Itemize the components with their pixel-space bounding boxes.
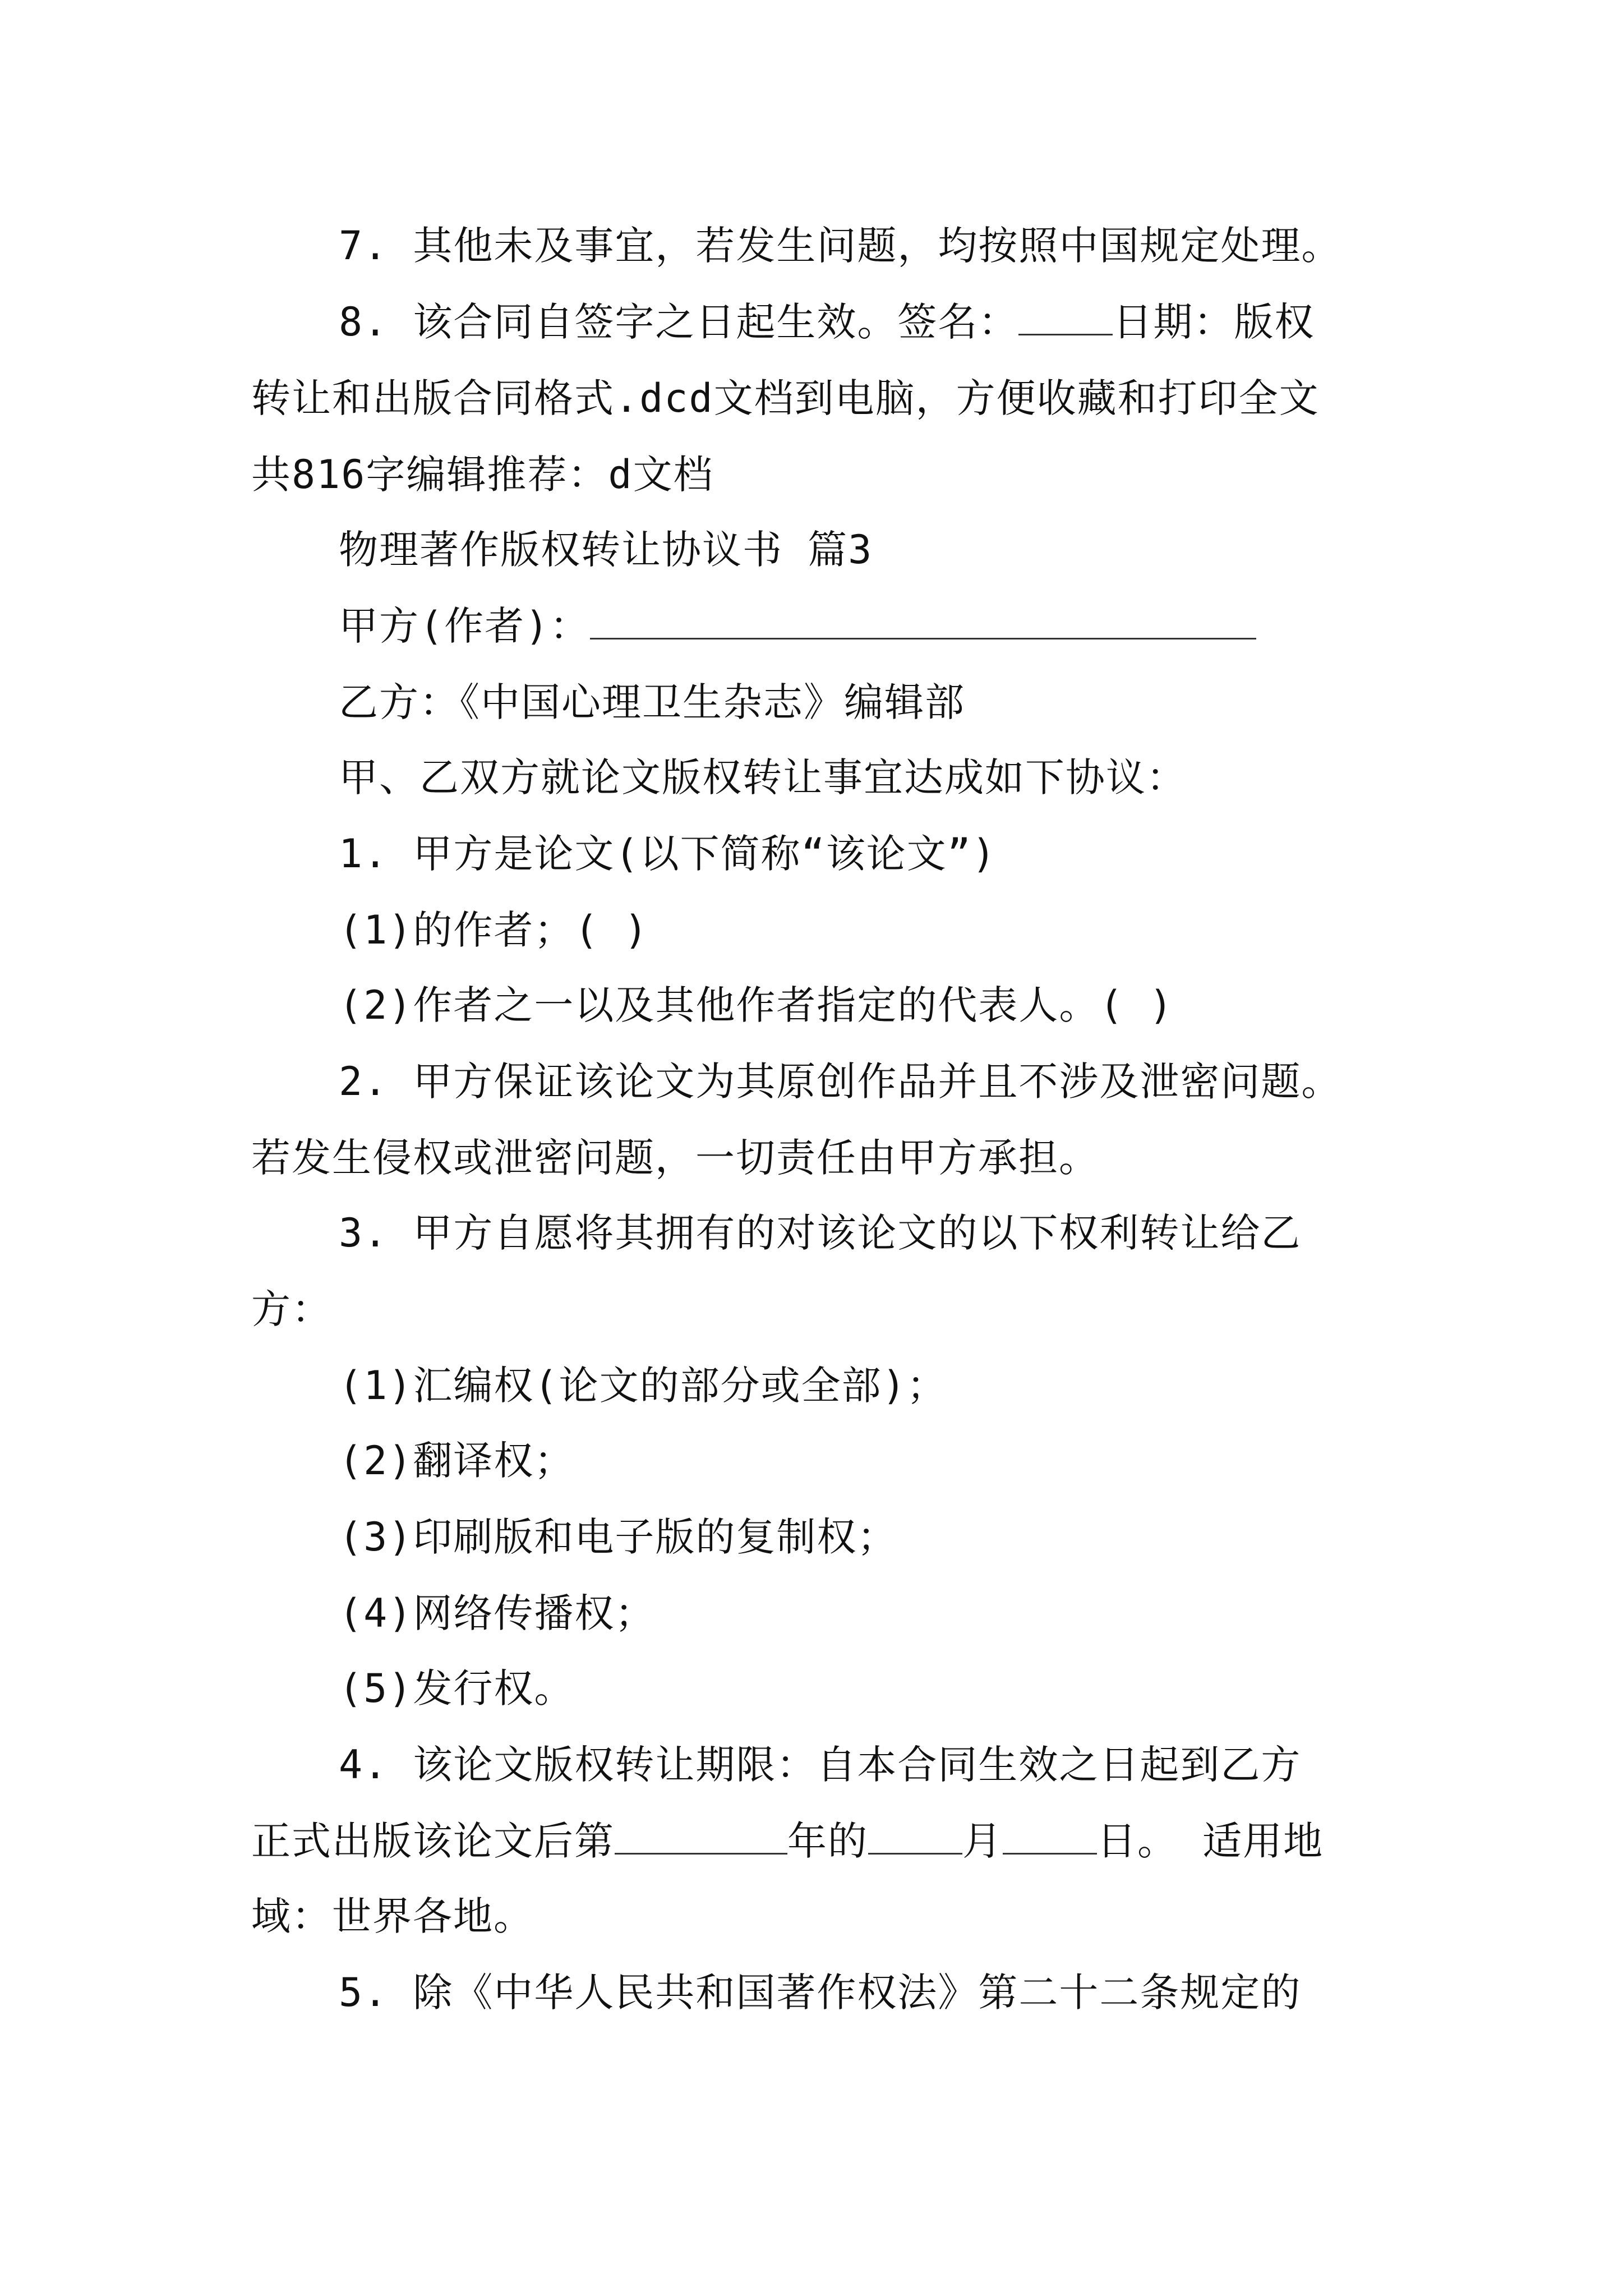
clause-1-option-1-text: (1)的作者；( )	[339, 907, 649, 953]
right-compilation	[339, 1358, 1477, 1414]
clause-4-continued	[251, 1813, 1390, 1869]
right-network	[339, 1585, 1477, 1641]
clause-3	[339, 1205, 1477, 1261]
clause-4-text: 4. 该论文版权转让期限：自本合同生效之日起到乙方	[339, 1742, 1302, 1788]
right-network-text: (4)网络传播权；	[339, 1590, 656, 1636]
clause-8-continued	[251, 370, 1390, 426]
clause-4-region-text: 日。 适用地	[1097, 1818, 1324, 1864]
clause-3-text: 3. 甲方自愿将其拥有的对该论文的以下权利转让给乙	[339, 1210, 1302, 1256]
party-a-label: 甲方(作者)：	[339, 603, 591, 649]
clause-4-month-text: 年的	[787, 1818, 868, 1864]
party-b-text: 乙方：《中国心理卫生杂志》编辑部	[339, 679, 965, 725]
clause-4-year-text: 正式出版该论文后第	[251, 1818, 615, 1864]
word-count-line	[251, 447, 1390, 503]
right-compilation-text: (1)汇编权(论文的部分或全部)；	[339, 1363, 947, 1409]
section-title-text: 物理著作版权转让协议书 篇3	[339, 527, 873, 573]
clause-8	[339, 294, 1477, 350]
clause-1-option-2	[339, 977, 1477, 1033]
clause-7	[339, 218, 1477, 274]
clause-1	[339, 826, 1477, 882]
clause-5-text: 5. 除《中华人民共和国著作权法》第二十二条规定的	[339, 1970, 1302, 2016]
signature-blank	[1018, 299, 1113, 335]
clause-2-text: 2. 甲方保证该论文为其原创作品并且不涉及泄密问题。	[339, 1059, 1342, 1105]
party-a-blank	[590, 603, 1256, 639]
clause-5	[339, 1964, 1477, 2021]
party-b-line	[339, 674, 1477, 730]
clause-4-day-text: 月	[962, 1818, 1003, 1864]
right-distribution-text: (5)发行权。	[339, 1665, 575, 1711]
clause-2-continued	[251, 1130, 1390, 1186]
right-reproduction-text: (3)印刷版和电子版的复制权；	[339, 1514, 898, 1560]
clause-1-option-1	[339, 902, 1477, 958]
day-blank	[1003, 1818, 1097, 1855]
clause-3-continued-text: 方：	[251, 1286, 332, 1332]
clause-7-text: 7. 其他未及事宜，若发生问题，均按照中国规定处理。	[339, 223, 1342, 269]
download-note-text: 转让和出版合同格式.dcd文档到电脑，方便收藏和打印全文	[251, 375, 1320, 421]
clause-4-region	[251, 1888, 1390, 1944]
right-distribution	[339, 1660, 1477, 1717]
section-title	[339, 522, 1477, 578]
month-blank	[868, 1818, 962, 1855]
clause-3-continued	[251, 1281, 1390, 1337]
clause-1-option-2-text: (2)作者之一以及其他作者指定的代表人。( )	[339, 982, 1174, 1028]
word-count-text: 共816字编辑推荐：d文档	[251, 452, 714, 498]
party-a-line	[339, 598, 1477, 654]
right-translation	[339, 1433, 1477, 1489]
clause-8-date-text: 日期：版权	[1113, 299, 1315, 345]
clause-8-text: 8. 该合同自签字之日起生效。签名：	[339, 299, 1019, 345]
agreement-intro	[339, 749, 1477, 806]
clause-4	[339, 1737, 1477, 1793]
clause-1-text: 1. 甲方是论文(以下简称“该论文”)	[339, 831, 997, 877]
clause-2	[339, 1053, 1477, 1110]
right-reproduction	[339, 1509, 1477, 1565]
year-blank	[615, 1818, 787, 1855]
agreement-intro-text: 甲、乙双方就论文版权转让事宜达成如下协议：	[339, 754, 1187, 800]
clause-2-continued-text: 若发生侵权或泄密问题，一切责任由甲方承担。	[251, 1135, 1099, 1181]
clause-4-region-continued-text: 域：世界各地。	[251, 1893, 534, 1939]
right-translation-text: (2)翻译权；	[339, 1438, 575, 1484]
